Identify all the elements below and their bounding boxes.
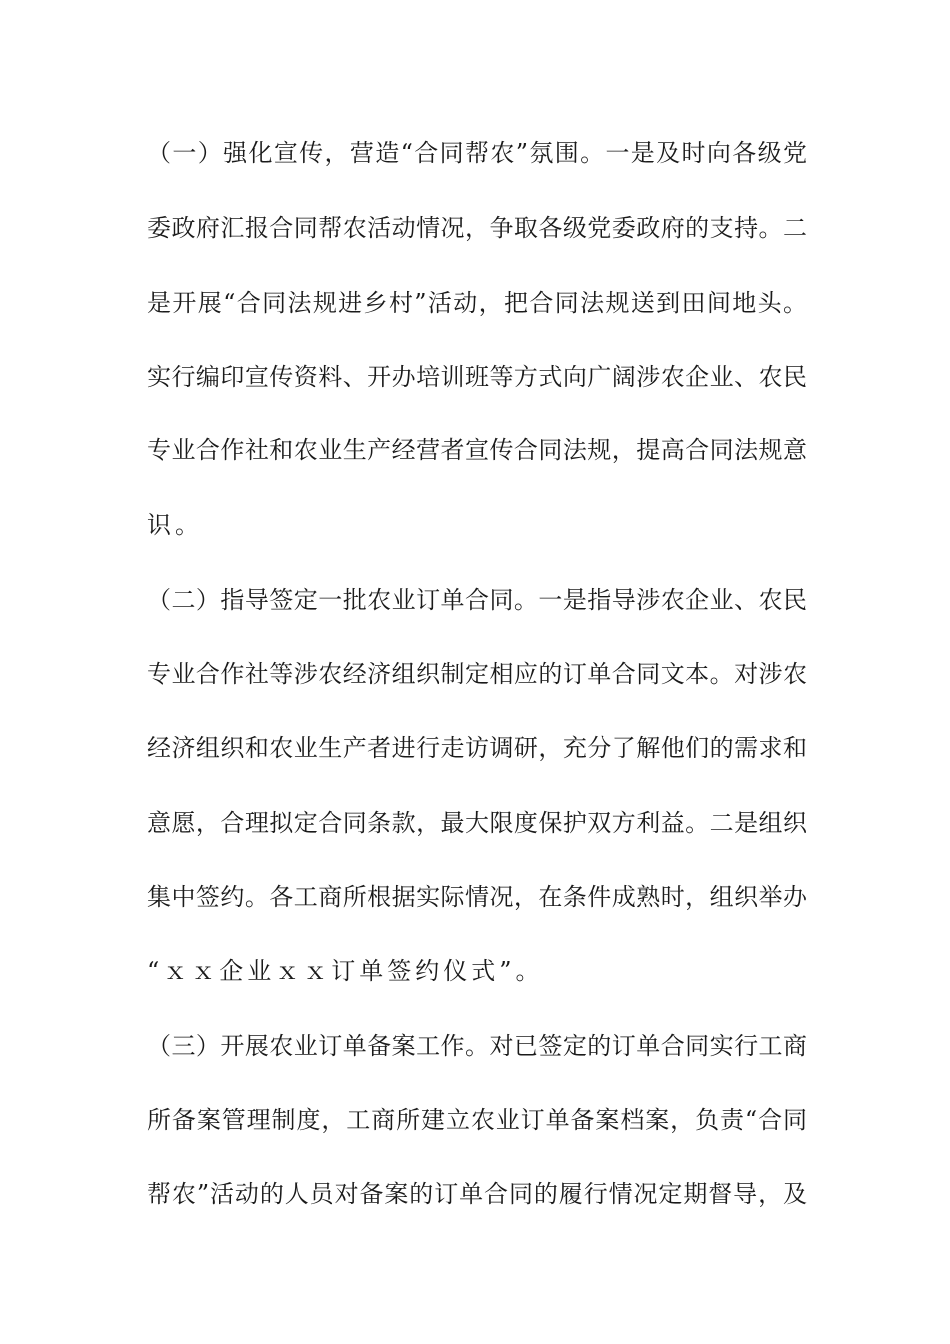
text-line: 经济组织和农业生产者进行走访调研，充分了解他们的需求和 xyxy=(147,734,807,762)
text-line: 委政府汇报合同帮农活动情况，争取各级党委政府的支持。二 xyxy=(147,214,807,242)
text-line: “ｘｘ企业ｘｘ订单签约仪式”。 xyxy=(147,957,544,985)
text-line: （三）开展农业订单备案工作。对已签定的订单合同实行工商 xyxy=(147,1032,807,1060)
text-line: 帮农”活动的人员对备案的订单合同的履行情况定期督导，及 xyxy=(147,1180,807,1208)
text-line: 集中签约。各工商所根据实际情况，在条件成熟时，组织举办 xyxy=(147,883,807,911)
text-line: 所备案管理制度，工商所建立农业订单备案档案，负责“合同 xyxy=(147,1106,807,1134)
text-line: 专业合作社等涉农经济组织制定相应的订单合同文本。对涉农 xyxy=(147,660,807,688)
text-line: 意愿，合理拟定合同条款，最大限度保护双方利益。二是组织 xyxy=(147,809,807,837)
text-line: 专业合作社和农业生产经营者宣传合同法规，提高合同法规意 xyxy=(147,436,807,464)
text-line: （二）指导签定一批农业订单合同。一是指导涉农企业、农民 xyxy=(147,586,807,614)
text-line: 识。 xyxy=(147,511,203,539)
text-line: 实行编印宣传资料、开办培训班等方式向广阔涉农企业、农民 xyxy=(147,363,807,391)
text-line: （一）强化宣传，营造“合同帮农”氛围。一是及时向各级党 xyxy=(147,139,807,167)
text-line: 是开展“合同法规进乡村”活动，把合同法规送到田间地头。 xyxy=(147,289,807,317)
